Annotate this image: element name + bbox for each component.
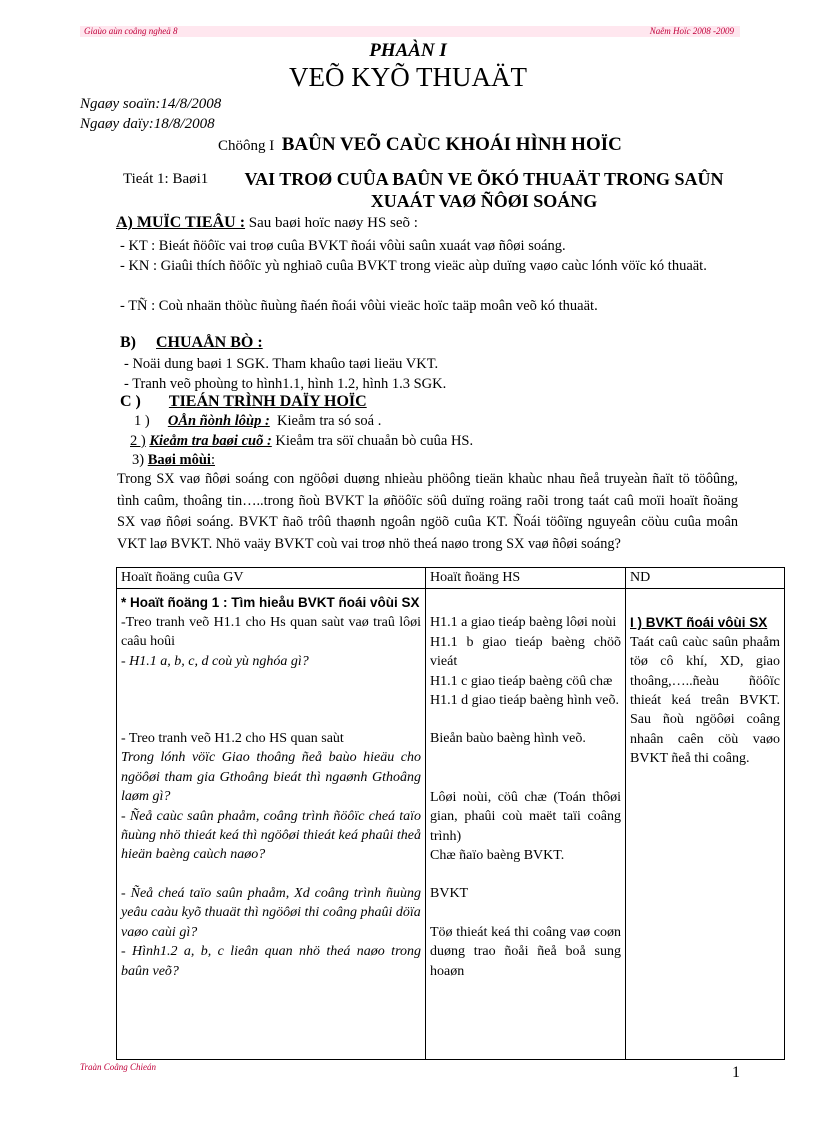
header-left: Giaùo aùn coâng ngheä 8 [84, 26, 178, 36]
chapter-title: BAÛN VEÕ CAÙC KHOÁI HÌNH HOÏC [281, 134, 622, 155]
teacher-line: - Treo tranh veõ H1.2 cho HS quan saùt [121, 731, 344, 747]
student-line: H1.1 b giao tieáp baèng chöõ vieát [430, 634, 621, 670]
content-heading: I ) BVKT ñoái vôùi SX [630, 615, 768, 631]
lesson-title: VAI TROØ CUÛA BAÛN VE ÕKÓ THUAÄT TRONG SAÛN XUAÁT VAØ ÑÔØI SOÁNG [244, 169, 724, 211]
student-line: Bieån baùo baèng hình veõ. [430, 731, 586, 747]
step-2-num: 2 ) [130, 433, 146, 449]
content-cell [626, 589, 785, 1060]
activity-table [116, 567, 785, 1060]
step-1-heading: OÅn ñònh lôùp : [167, 413, 270, 429]
chapter-heading [218, 134, 622, 156]
step-2-heading: Kieåm tra baøi cuõ : [149, 433, 272, 449]
preparation-heading: CHUAÅN BÒ : [156, 334, 263, 351]
student-line: H1.1 a giao tieáp baèng lôøi noùi [430, 615, 617, 631]
teacher-line: -Treo tranh veõ H1.1 cho Hs quan saùt vaø traû lôøi caâu hoûi [121, 614, 421, 650]
procedure-heading-line [120, 393, 367, 411]
part-title: VEÕ KYÕ THUAÄT [289, 62, 527, 92]
header-content: ND [626, 568, 785, 589]
page-number: 1 [732, 1064, 740, 1081]
student-line: Töø thieát keá thi coâng vaø coøn duøng trao ñoåi ñeå boå sung hoaøn [430, 924, 621, 979]
teacher-line: - H1.1 a, b, c, d coù yù nghóa gì? [121, 653, 309, 669]
step-2 [130, 433, 473, 450]
preparation-label: B) [120, 334, 136, 351]
step-3-heading: Baøi môùi [147, 452, 211, 468]
part-label: PHAÀN I [369, 40, 447, 61]
lesson-label: Tieát 1: Baøi1 [123, 171, 209, 187]
header-student: Hoaït ñoäng HS [426, 568, 626, 589]
student-line: Chæ ñaïo baèng BVKT. [430, 848, 565, 864]
student-line: Lôøi noùi, cöû chæ (Toán thôøi gian, phaûi coù maët taïi coâng trình) [430, 789, 621, 844]
teacher-line: - Ñeå cheá taïo saûn phaåm, Xd coâng trình ñuùng yeâu caàu kyõ thuaät thì ngöôøi thi coâng phaûi döïa [121, 885, 421, 921]
objectives-heading-line [116, 214, 418, 232]
teacher-line: - Ñeå caùc saûn phaåm, coâng trình ñöôïc cheá taïo ñuùng nhö thieát keá thì ngöôøi thieát keá phaûi theå hieän baèng caùch naøo? [121, 808, 421, 863]
chapter-label: Chöông I [218, 138, 275, 154]
table-header-row [117, 568, 785, 589]
page-header [80, 26, 740, 37]
procedure-heading: TIEÁN TRÌNH DAÏY HOÏC [168, 393, 367, 410]
footer-author: Traàn Coâng Chieán [80, 1062, 157, 1072]
header-right: Naêm Hoïc 2008 -2009 [649, 26, 734, 36]
preparation-item: - Tranh veõ phoùng to hình1.1, hình 1.2, hình 1.3 SGK. [124, 376, 447, 392]
preparation-heading-line [120, 334, 263, 352]
objective-item: - KN : Giaûi thích ñöôïc yù nghiaõ cuûa BVKT trong vieäc aùp duïng vaøo caùc lónh vöïc kó thuaät. [120, 258, 707, 274]
student-cell [426, 589, 626, 1060]
date-prepared: Ngaøy soaïn:14/8/2008 [80, 96, 222, 112]
step-2-text: Kieåm tra söï chuaån bò cuûa HS. [275, 433, 474, 449]
objectives-heading: A) MUÏC TIEÂU : [116, 214, 246, 231]
content-text: Taát caû caùc saûn phaåm töø cô khí, XD, giao thoâng,…..ñeàu ñöôïc thieát keá treân BVKT. Sau ñoù ngöôøi coâng nhaân caên cöù vaøo BVKT ñeå thi coâng. [630, 634, 780, 767]
procedure-label: C ) [120, 393, 141, 410]
step-3-colon: : [210, 452, 215, 468]
student-line: H1.1 c giao tieáp baèng cöû chæ [430, 673, 613, 689]
teacher-line: - Hình1.2 a, b, c lieân quan nhö theá naøo trong baûn veõ? [121, 944, 421, 979]
table-row [117, 589, 785, 1060]
objective-item: - TÑ : Coù nhaän thöùc ñuùng ñaén ñoái vôùi vieäc hoïc taäp moân veõ kó thuaät. [120, 298, 598, 314]
lesson-intro: Trong SX vaø ñôøi soáng con ngöôøi duøng nhieàu phöông tieän khaùc nhau ñeå truyeàn ñaït tö töôûng, tình caûm, thoâng tin…..trong ñoù BVKT la øñöôïc söû duïng roäng raõi trong taát caû moïi hoaït ñoäng SX vaø ñôøi soáng. BVKT ñaõ trôû thaønh ngoân ngöõ cuûa KT. Ñoái töôïng nguyeân cöùu cuûa moân VKT laø BVKT. Nhö vaäy BVKT coù vai troø nhö theá naøo trong SX vaø ñôøi soáng? [117, 471, 738, 552]
activity-title: * Hoaït ñoäng 1 : Tìm hieåu BVKT ñoái vôùi SX [121, 595, 420, 611]
header-teacher: Hoaït ñoäng cuûa GV [117, 568, 426, 589]
objective-item: - KT : Bieát ñöôïc vai troø cuûa BVKT ñoái vôùi saûn xuaát vaø ñôøi soáng. [120, 238, 566, 254]
step-1-text: Kieåm tra só soá . [277, 413, 382, 429]
teacher-cell [117, 589, 426, 1060]
date-taught: Ngaøy daïy:18/8/2008 [80, 116, 215, 132]
step-1-num: 1 ) [134, 413, 150, 429]
preparation-item: - Noäi dung baøi 1 SGK. Tham khaûo taøi lieäu VKT. [124, 356, 439, 372]
step-1 [134, 413, 381, 430]
student-line: H1.1 d giao tieáp baèng hình veõ. [430, 693, 619, 709]
step-3 [132, 452, 215, 469]
student-line: BVKT [430, 886, 469, 902]
objectives-intro: Sau baøi hoïc naøy HS seõ : [248, 215, 418, 231]
teacher-line: Trong lónh vöïc Giao thoâng ñeå baùo hieäu cho ngöôøi tham gia Gthoâng bieát thì ngaønh Gthoâng laøm gì? [121, 750, 421, 805]
teacher-line: vaøo caùi gì? [121, 924, 198, 940]
step-3-num: 3) [132, 452, 145, 468]
